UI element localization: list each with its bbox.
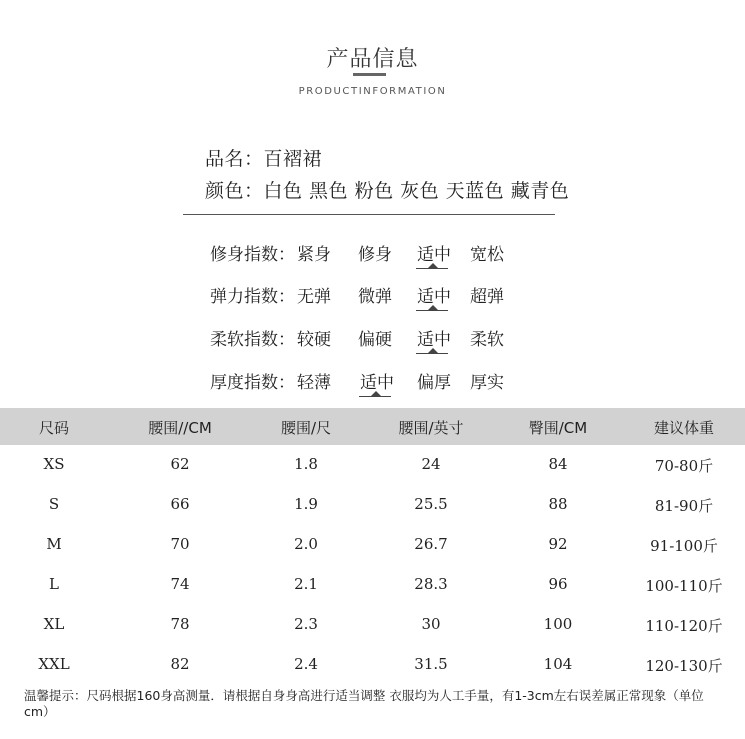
cell-size: M	[46, 535, 62, 553]
info-divider	[183, 214, 555, 215]
index-label: 柔软指数：	[210, 330, 295, 350]
size-note: 温馨提示：尺码根据160身高测量．请根据自身身高进行适当调整 衣服均为人工手量，有1-3cm左右误差属正常现象（单位cm）	[24, 688, 704, 719]
cell-size: L	[49, 575, 59, 593]
index-label: 修身指数：	[210, 245, 295, 265]
cell-waist-cm: 78	[170, 615, 190, 633]
header-waist-chi: 腰围/尺	[280, 419, 332, 437]
cell-waist-chi: 1.8	[294, 455, 318, 473]
cell-weight: 70-80斤	[654, 457, 714, 475]
index-option: 柔软	[470, 330, 504, 350]
header-waist-inch: 腰围/英寸	[398, 419, 464, 437]
cell-size: S	[48, 495, 60, 513]
index-option: 超弹	[470, 287, 504, 307]
header-size: 尺码	[38, 419, 70, 437]
table-row	[0, 645, 745, 685]
size-table-header	[0, 408, 745, 445]
index-label: 厚度指数：	[210, 373, 295, 393]
cell-size: XS	[43, 455, 65, 473]
index-option: 微弹	[358, 287, 392, 307]
cell-waist-cm: 82	[170, 655, 190, 673]
cell-waist-inch: 24	[421, 455, 441, 473]
cell-waist-cm: 70	[170, 535, 190, 553]
index-option: 适中	[417, 287, 451, 307]
index-row	[0, 282, 745, 312]
cell-waist-inch: 28.3	[414, 575, 448, 593]
selected-marker	[416, 268, 448, 269]
table-row	[0, 565, 745, 605]
cell-waist-chi: 2.0	[294, 535, 318, 553]
header-hip-cm: 臀围/CM	[528, 419, 588, 437]
cell-waist-chi: 2.3	[294, 615, 318, 633]
cell-waist-chi: 1.9	[294, 495, 318, 513]
index-option: 修身	[358, 245, 392, 265]
page-subtitle: PRODUCTINFORMATION	[298, 86, 447, 97]
index-row	[0, 368, 745, 398]
cell-hip-cm: 104	[543, 655, 573, 673]
cell-hip-cm: 92	[548, 535, 568, 553]
selected-marker	[359, 396, 391, 397]
cell-weight: 120-130斤	[645, 657, 723, 675]
header-weight: 建议体重	[653, 419, 715, 437]
table-row	[0, 485, 745, 525]
cell-waist-chi: 2.1	[294, 575, 318, 593]
cell-waist-inch: 30	[421, 615, 441, 633]
cell-hip-cm: 96	[548, 575, 568, 593]
cell-weight: 110-120斤	[645, 617, 723, 635]
index-option: 轻薄	[297, 373, 331, 393]
table-row	[0, 605, 745, 645]
index-label: 弹力指数：	[210, 287, 295, 307]
cell-size: XXL	[38, 655, 70, 673]
cell-waist-cm: 66	[170, 495, 190, 513]
cell-weight: 91-100斤	[650, 537, 718, 555]
selected-marker	[416, 353, 448, 354]
cell-waist-inch: 31.5	[414, 655, 448, 673]
cell-waist-cm: 74	[170, 575, 190, 593]
index-option: 无弹	[297, 287, 331, 307]
cell-hip-cm: 88	[548, 495, 568, 513]
index-option: 适中	[360, 373, 394, 393]
cell-weight: 81-90斤	[654, 497, 714, 515]
index-option: 适中	[417, 330, 451, 350]
cell-size: XL	[43, 615, 65, 633]
cell-waist-inch: 25.5	[414, 495, 448, 513]
cell-waist-cm: 62	[170, 455, 190, 473]
index-row	[0, 240, 745, 270]
cell-weight: 100-110斤	[645, 577, 723, 595]
selected-marker	[416, 310, 448, 311]
page-title: 产品信息	[326, 47, 419, 72]
header-waist-cm: 腰围//CM	[148, 419, 212, 437]
title-underline	[353, 73, 386, 76]
cell-hip-cm: 84	[548, 455, 568, 473]
index-option: 偏厚	[417, 373, 451, 393]
table-row	[0, 525, 745, 565]
index-row	[0, 325, 745, 355]
index-option: 紧身	[297, 245, 331, 265]
index-option: 较硬	[297, 330, 331, 350]
index-option: 偏硬	[358, 330, 392, 350]
product-name: 品名：百褶裙	[205, 148, 323, 170]
index-option: 宽松	[470, 245, 504, 265]
cell-waist-inch: 26.7	[414, 535, 448, 553]
index-option: 厚实	[470, 373, 504, 393]
cell-waist-chi: 2.4	[294, 655, 318, 673]
product-colors: 颜色：白色 黑色 粉色 灰色 天蓝色 藏青色	[205, 180, 570, 202]
index-option: 适中	[417, 245, 451, 265]
cell-hip-cm: 100	[543, 615, 573, 633]
table-row	[0, 445, 745, 485]
